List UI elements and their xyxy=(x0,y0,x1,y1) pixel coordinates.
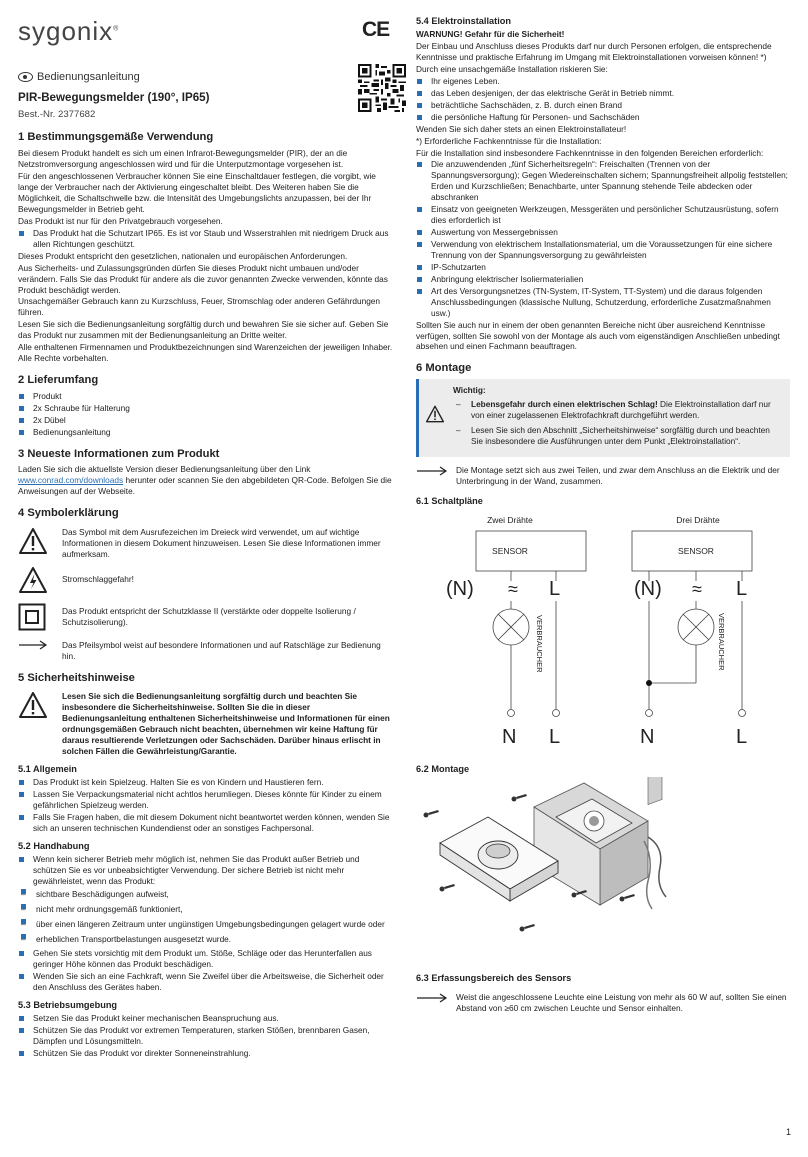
section-4-title: 4 Symbolerklärung xyxy=(18,507,119,520)
paragraph: Unsachgemäßer Gebrauch kann zu Kurzschluss, Feuer, Stromschlag oder anderen Gefährdungen führen. xyxy=(18,296,381,318)
ce-mark: CE xyxy=(362,18,390,41)
arrow-right-icon xyxy=(416,993,448,1003)
section-6-3-title: 6.3 Erfassungsbereich des Sensors xyxy=(416,972,572,983)
eye-icon xyxy=(18,72,33,82)
brand-logo: sygonix® xyxy=(18,16,120,46)
paragraph: Für den angeschlossenen Verbraucher können Sie eine Einschaltdauer festlegen, die vorgibt, wie lange der Verbraucher nach der Aktivierung eingeschaltet bleibt. Des Weiteren haben Sie die Möglichkeit, die Schaltschwelle bzw. die Intensität des Umgebungslichts anzupassen, bei der Ihr Bewegungsmelder in Betrieb geht. xyxy=(18,171,376,214)
delivery-list xyxy=(18,391,394,438)
section-6-title: 6 Montage xyxy=(416,362,472,375)
list-item: Wenden Sie sich an eine Fachkraft, wenn Sie Zweifel über die Arbeitsweise, die Sicherheit oder den Anschluss des Gerätes haben. xyxy=(18,971,394,993)
dash-item: – sichtbare Beschädigungen aufweist, xyxy=(18,889,394,900)
list-item: Das Produkt hat die Schutzart IP65. Es ist vor Staub und Wsserstrahlen mit niedrigem Druck aus allen Richtungen geschützt. xyxy=(18,228,394,250)
paragraph: Lesen Sie sich die Bedienungsanleitung sorgfältig durch und bewahren Sie sie sicher auf. Geben Sie das Produkt nur zusammen mit der Bedienungsanleitung an Dritte weiter. xyxy=(18,319,389,341)
paragraph: Der Einbau und Anschluss dieses Produkts darf nur durch Personen erfolgen, die entsprechende Kenntnisse und praktische Erfahrung im Umgang mit Elektroinstallationen vorweisen können! *) xyxy=(416,41,772,63)
dash-item: – Lebensgefahr durch einen elektrischen Schlag! Die Elektroinstallation darf nur von einer zugelassenen Elektrofachkraft durchgeführt werden. xyxy=(453,399,782,421)
list-item: Wenn kein sicherer Betrieb mehr möglich ist, nehmen Sie das Produkt außer Betrieb und schützen Sie es vor unbeabsichtigter Verwendung. Der sichere Betrieb ist nicht mehr gewährleistet, wenn das Produkt: – sichtbare Beschädigungen aufweist, – nicht mehr ordnungsgemäß funktioniert, – über einen längeren Zeitraum unter ungünstigen Umgebungsbedingungen gelagert wurde oder – erheblichen Transportbelastungen ausgesetzt wurde. xyxy=(18,854,394,945)
list-item: Bedienungsanleitung xyxy=(18,427,394,438)
list-item: Schützen Sie das Produkt vor extremen Temperaturen, starken Stößen, brennbaren Gasen, Dämpfen und Lösungsmitteln. xyxy=(18,1025,394,1047)
list-item: Das Produkt ist kein Spielzeug. Halten Sie es von Kindern und Haustieren fern. xyxy=(18,777,394,788)
paragraph: Bei diesem Produkt handelt es sich um einen Infrarot-Bewegungsmelder (PIR), der an die Netzstromversorgung angeschlossen wird und für die Unterputzmontage vorgesehen ist. xyxy=(18,148,348,170)
list-item: Ihr eigenes Leben. xyxy=(416,76,790,87)
terminal-n-right: (N) xyxy=(634,577,662,600)
product-title: PIR-Bewegungsmelder (190°, IP65) xyxy=(18,90,210,104)
section-5-2-title: 5.2 Handhabung xyxy=(18,840,90,851)
list-item: 2x Schraube für Halterung xyxy=(18,403,394,414)
order-number: Best.-Nr. 2377682 xyxy=(18,108,96,120)
load-label-left: VERBRAUCHER xyxy=(535,614,544,673)
terminal-l-right: L xyxy=(736,577,748,600)
lightning-triangle-icon xyxy=(18,566,48,594)
list-item: Falls Sie Fragen haben, die mit diesem Dokument nicht beantwortet werden können, wenden Sie sich an unseren technischen Kundendienst oder an sonstiges Fachpersonal. xyxy=(18,812,394,834)
list-item: Die anzuwendenden „fünf Sicherheitsregeln“: Freischalten (Trennen von der Spannungsversorgung); Gegen Wiedereinschalten sichern; Spannungsfreiheit allpolig feststellen; Erden und Kurzschließen; Benachbarte, unter Spannung stehende Teile abdecken oder abschranken xyxy=(416,159,790,203)
paragraph: Wenden Sie sich daher stets an einen Elektroinstallateur! xyxy=(416,123,627,134)
paragraph: Sollten Sie auch nur in einem der oben genannten Bereiche nicht über ausreichend Kenntnisse verfügen, sollten Sie sowohl von der Montage als auch vom eigenständigen Anschließen unbedingt absehen und einen Fachmann beauftragen. xyxy=(416,319,780,352)
ac-symbol: ≈ xyxy=(692,578,702,599)
paragraph: *) Erforderliche Fachkenntnisse für die Installation: xyxy=(416,135,602,146)
list-item: Verwendung von elektrischem Installationsmaterial, um die Voraussetzungen für eine sichere Trennung von der Spannungsversorgung zu gewährleisten xyxy=(416,239,790,261)
protection-class-2-icon xyxy=(18,603,46,631)
important-title: Wichtig: xyxy=(453,385,486,396)
paragraph: Dieses Produkt entspricht den gesetzlichen, nationalen und europäischen Anforderungen. xyxy=(18,250,348,261)
left-caption: Zwei Drähte xyxy=(487,514,533,525)
arrow-right-icon xyxy=(416,466,448,476)
paragraph: Alle enthaltenen Firmennamen und Produktbezeichnungen sind Warenzeichen der jeweiligen Inhaber. Alle Rechte vorbehalten. xyxy=(18,342,393,364)
ac-symbol: ≈ xyxy=(508,578,518,599)
right-column xyxy=(416,0,790,1022)
section-6-2-title: 6.2 Montage xyxy=(416,763,470,774)
paragraph: Aus Sicherheits- und Zulassungsgründen dürfen Sie dieses Produkt nicht umbauen und/oder verändern. Falls Sie das Produkt für andere als die zuvor genannten Zwecke verwenden, könnte das Produkt beschädigt werden. xyxy=(18,262,388,295)
arrow-right-icon xyxy=(18,640,48,650)
section-5-1-title: 5.1 Allgemein xyxy=(18,763,77,774)
page-number: 1 xyxy=(786,1127,792,1137)
paragraph: Durch eine unsachgemäße Installation riskieren Sie: xyxy=(416,63,608,74)
list-item: Auswertung von Messergebnissen xyxy=(416,227,790,238)
paragraph: Für die Installation sind insbesondere Fachkenntnisse in den folgenden Bereichen erforderlich: xyxy=(416,147,764,158)
list-item: Schützen Sie das Produkt vor direkter Sonneneinstrahlung. xyxy=(18,1048,394,1059)
symbol-class2-row: Das Produkt entspricht der Schutzklasse II (verstärkte oder doppelte Isolierung / Schutzisolierung). xyxy=(18,603,394,634)
list-item: 2x Dübel xyxy=(18,415,394,426)
left-column xyxy=(18,0,394,1060)
list-item: die persönliche Haftung für Personen- und Sachschäden xyxy=(416,112,790,123)
bottom-l-left: L xyxy=(549,725,561,748)
section-2-title: 2 Lieferumfang xyxy=(18,374,99,387)
dash-item: – erheblichen Transportbelastungen ausgesetzt wurde. xyxy=(18,934,394,945)
right-caption: Drei Drähte xyxy=(676,514,720,525)
list-item: Gehen Sie stets vorsichtig mit dem Produkt um. Stöße, Schläge oder das Herunterfallen aus geringer Höhe können das Produkt beschädigen. xyxy=(18,948,394,970)
important-box xyxy=(416,379,790,457)
section-3-title: 3 Neueste Informationen zum Produkt xyxy=(18,447,220,460)
list-item: Art des Versorgungsnetzes (TN-System, IT-System, TT-System) und die daraus folgenden Anschlussbedingungen (klassische Nullung, Schutzerdung, erforderliche Zusatzmaßnahmen usw.) xyxy=(416,286,790,319)
qr-code-icon xyxy=(358,64,406,112)
list-item: Lassen Sie Verpackungsmaterial nicht achtlos herumliegen. Dieses könnte für Kinder zu einem gefährlichen Spielzeug werden. xyxy=(18,789,394,811)
montage-illustration xyxy=(416,777,790,963)
list-item: Einsatz von geeigneten Werkzeugen, Messgeräten und persönlicher Schutzausrüstung, sofern dies erforderlich ist xyxy=(416,204,790,226)
warning-line: WARNUNG! Gefahr für die Sicherheit! xyxy=(416,29,565,40)
list-item: Setzen Sie das Produkt keiner mechanischen Beanspruchung aus. xyxy=(18,1013,394,1024)
symbol-warning-row: Das Symbol mit dem Ausrufezeichen im Dreieck wird verwendet, um auf wichtige Informationen in diesem Dokument hinzuweisen. Lesen Sie diese Informationen immer aufmerksam. xyxy=(18,527,394,560)
list-item: das Leben desjenigen, der das elektrische Gerät in Betrieb nimmt. xyxy=(416,88,790,99)
safety-intro-row: Lesen Sie sich die Bedienungsanleitung sorgfältig durch und beachten Sie insbesondere die Sicherheitshinweise. Sollten Sie die in dieser Bedienungsanleitung enthaltenen Sicherheitshinweise und Informationen für einen ordnungsgemäßen Gebrauch nicht beachten, übernehmen wir keine Haftung für daraus resultierende Verletzungen oder Sachschäden. Darüber hinaus erlischt in solchen Fällen die Gewährleistung/Garantie. xyxy=(18,691,394,757)
dash-item: – über einen längeren Zeitraum unter ungünstigen Umgebungsbedingungen gelagert wurde oder xyxy=(18,919,394,930)
manual-label: Bedienungsanleitung xyxy=(18,70,394,85)
terminal-l-left: L xyxy=(549,577,561,600)
sensor-range-note: Weist die angeschlossene Leuchte eine Leistung von mehr als 60 W auf, sollten Sie einen Abstand von ≥60 cm zwischen Leuchte und Sensor einhalten. xyxy=(416,992,790,1014)
section-5-4-title: 5.4 Elektroinstallation xyxy=(416,16,511,26)
dash-item: – Lesen Sie sich den Abschnitt „Sicherheitshinweise“ sorgfältig durch und beachten Sie insbesondere die Ausführungen unter dem Punkt „Elektroinstallation“. xyxy=(453,425,782,447)
section-6-1-title: 6.1 Schaltpläne xyxy=(416,495,483,506)
warning-triangle-icon xyxy=(425,405,445,423)
bottom-n-left: N xyxy=(502,725,517,748)
section-1-title: 1 Bestimmungsgemäße Verwendung xyxy=(18,131,214,144)
list-item: Produkt xyxy=(18,391,394,402)
load-label-right: VERBRAUCHER xyxy=(717,612,726,671)
dash-item: – nicht mehr ordnungsgemäß funktioniert, xyxy=(18,904,394,915)
list-item: beträchtliche Sachschäden, z. B. durch einen Brand xyxy=(416,100,790,111)
section-5-3-title: 5.3 Betriebsumgebung xyxy=(18,1000,118,1011)
paragraph: Laden Sie sich die aktuellste Version dieser Bedienungsanleitung über den Link www.conrad.com/downloads herunter oder scannen Sie den abgebildeten QR-Code. Befolgen Sie die Anweisungen auf der Webseite. xyxy=(18,464,392,497)
sensor-label-left: SENSOR xyxy=(492,545,528,556)
warning-triangle-icon xyxy=(18,691,48,719)
paragraph: Das Produkt ist nur für den Privatgebrauch vorgesehen. xyxy=(18,215,223,226)
section-5-title: 5 Sicherheitshinweise xyxy=(18,671,135,684)
montage-note: Die Montage setzt sich aus zwei Teilen, und zwar dem Anschluss an die Elektrik und der Unterbringung in der Wand, zusammen. xyxy=(416,465,790,487)
download-link[interactable]: www.conrad.com/downloads xyxy=(18,475,124,486)
list-item: Anbringung elektrischer Isoliermaterialien xyxy=(416,274,790,285)
list-item: IP-Schutzarten xyxy=(416,262,790,273)
sensor-label-right: SENSOR xyxy=(678,545,714,556)
wiring-diagram xyxy=(416,509,790,757)
symbol-arrow-row: Das Pfeilsymbol weist auf besondere Informationen und auf Ratschläge zur Bedienung hin. xyxy=(18,640,394,662)
terminal-n-left: (N) xyxy=(446,577,474,600)
bottom-n-right: N xyxy=(640,725,655,748)
warning-triangle-icon xyxy=(18,527,48,555)
symbol-shock-row: Stromschlaggefahr! xyxy=(18,566,394,597)
bottom-l-right: L xyxy=(736,725,748,748)
